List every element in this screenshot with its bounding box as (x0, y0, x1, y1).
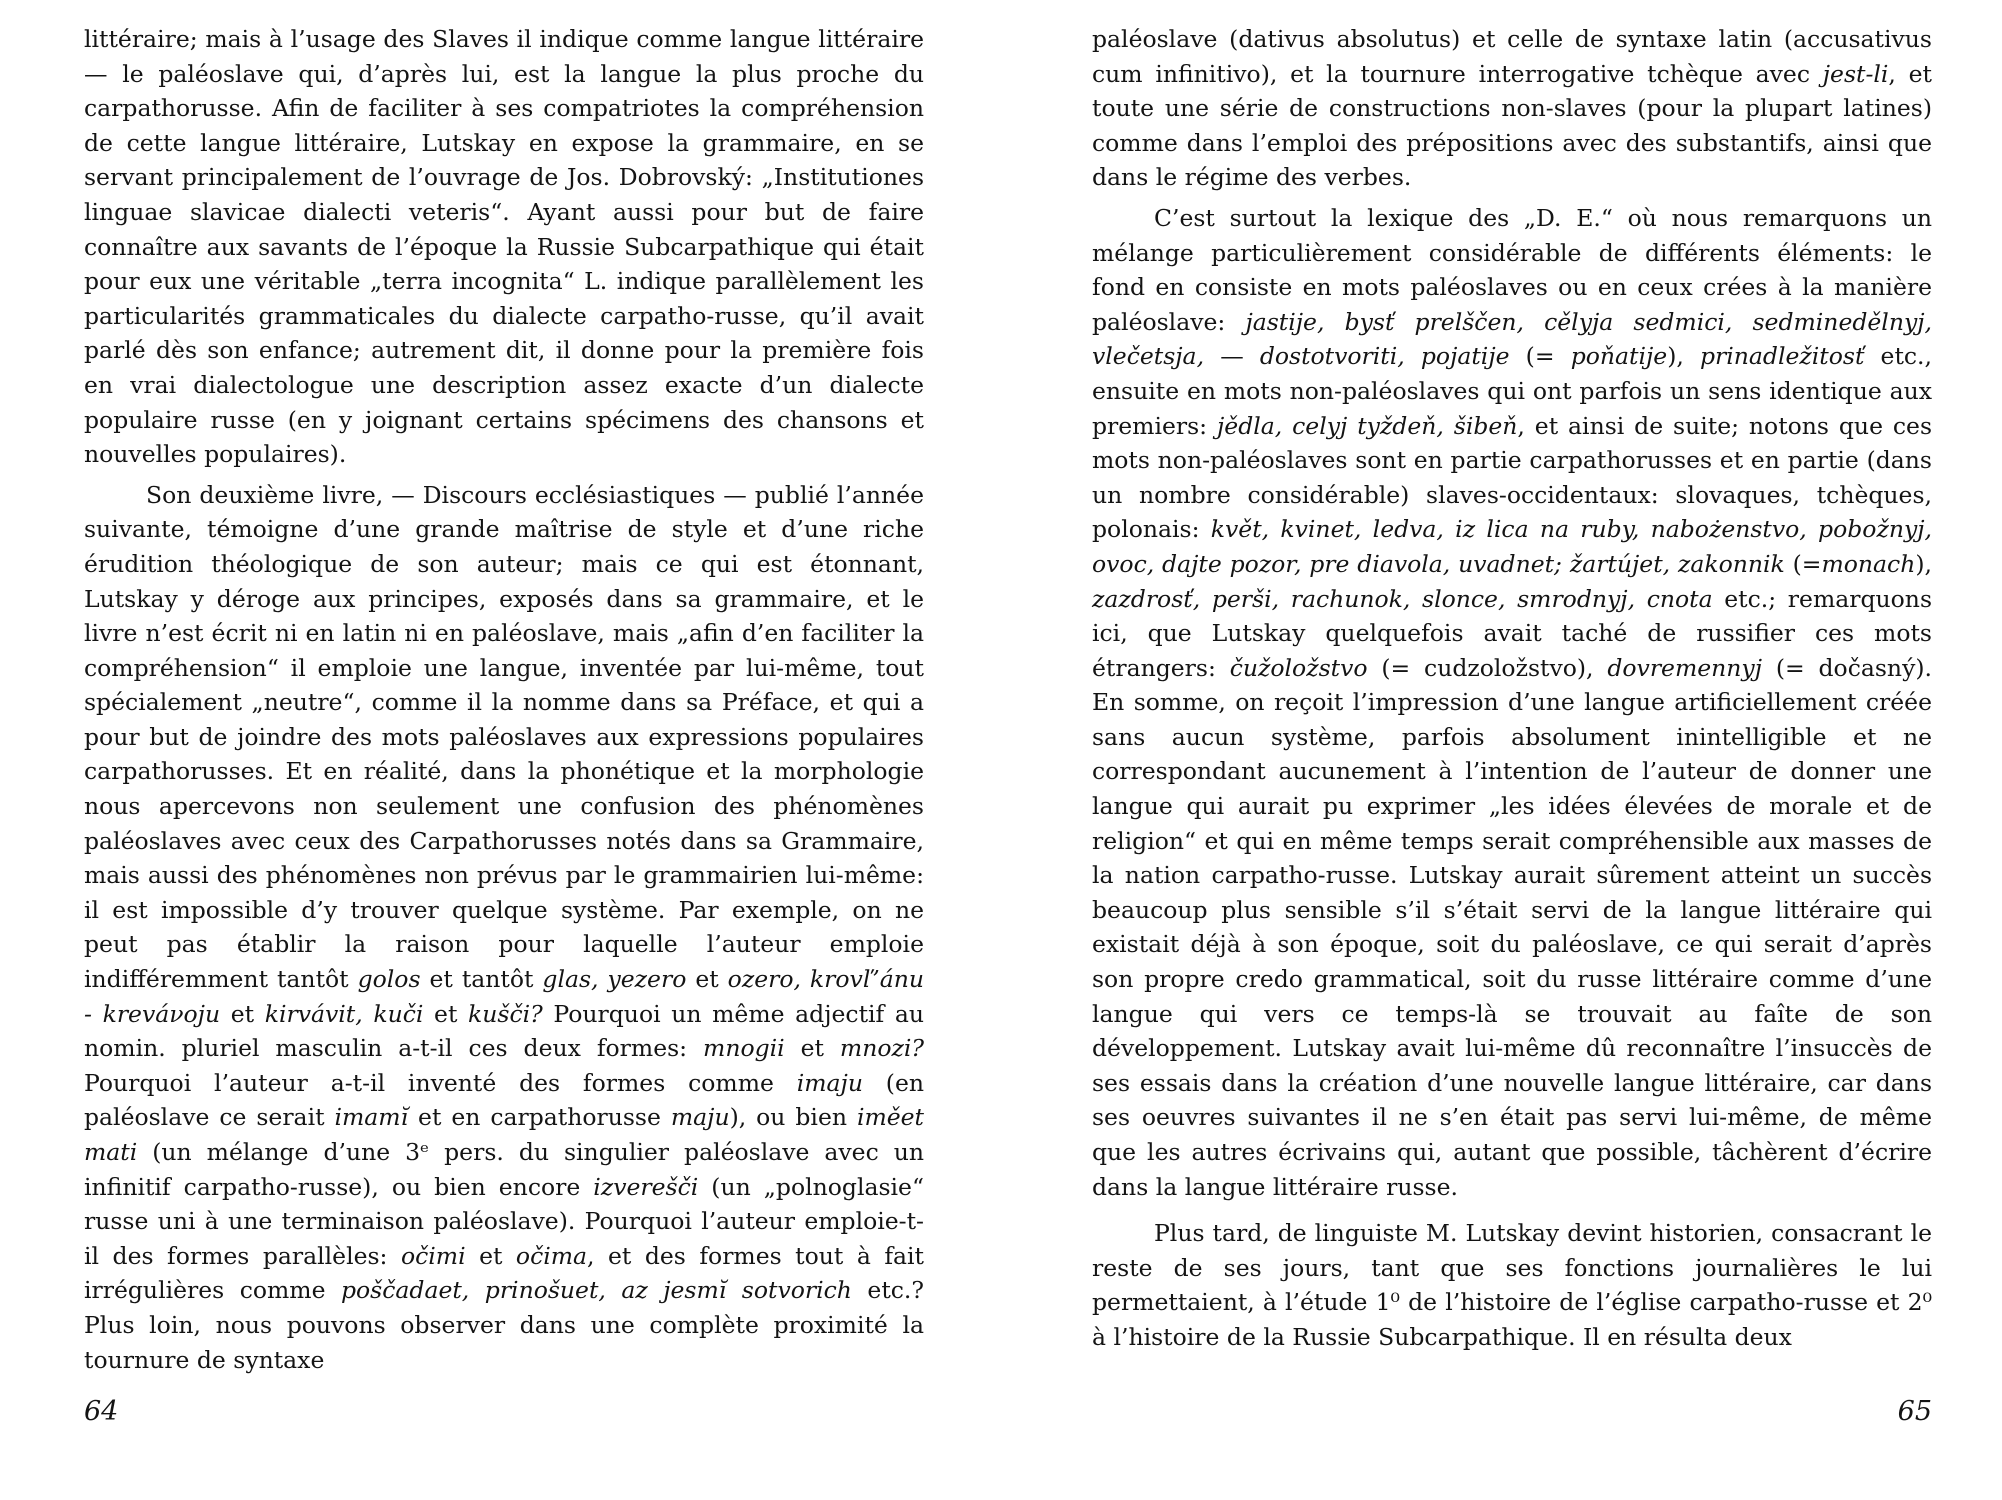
italic-text: dovremennyj (1607, 653, 1762, 682)
text-run: Son deuxième livre, — Discours ecclésiastiques — publié l’année suivante, témoigne d’une grande maîtrise de style et d’une riche érudition théologique de son auteur; mais ce qui est étonnant, Lutskay y déroge aux principes, exposés dans sa grammaire, et le livre n’est écrit ni en latin ni en paléoslave, mais „afin d’en faciliter la compréhension“ il emploie une langue, inventée par lui-même, tout spécialement „neutre“, comme il la nomme dans sa Préface, et qui a pour but de joindre des mots paléoslaves aux expressions populaires carpathorusses. Et en réalité, dans la phonétique et la morphologie nous apercevons non seulement une confusion des phénomènes paléoslaves avec ceux des Carpathorusses notés dans sa Grammaire, mais aussi des phénomènes non prévus par le grammairien lui-même: il est impossible d’y trouver quelque système. Par exemple, on ne peut pas établir la raison pour laquelle l’auteur emploie indifféremment tantôt (84, 480, 924, 994)
italic-text: poščadaet, prinošuet, az jesmĭ sotvorich (340, 1276, 852, 1305)
page-number: 64 (84, 1396, 119, 1427)
italic-text: monach (1821, 549, 1916, 578)
left-page (84, 22, 924, 1462)
text-run: (un „polnoglasie“ russe uni à une terminaison paléoslave). Pourquoi l’auteur emploie-t-il des formes parallèles: (84, 1172, 924, 1270)
text-run: et en carpathorusse (408, 1103, 671, 1132)
text-run: (en paléoslave ce serait (84, 1068, 924, 1132)
paragraph (84, 478, 924, 1377)
italic-text: čužoložstvo (1229, 653, 1368, 682)
text-run: et (423, 999, 469, 1028)
italic-text: golos (357, 965, 421, 994)
italic-text: jědla, celyj tyždeň, šibeň (1217, 411, 1518, 440)
italic-text: imaju (796, 1068, 863, 1097)
italic-text: jest-li (1822, 59, 1889, 88)
text-run: Plus tard, de linguiste M. Lutskay devint historien, consacrant le reste de ses jours, tant que ses fonctions journalières le lui permettaient, à l’étude 1⁰ de l’histoire de l’église carpatho-russe et 2⁰ à l’histoire de la Russie Subcarpathique. Il en résulta deux (1092, 1219, 1932, 1351)
text-run: C’est surtout la lexique des „D. E.“ où nous remarquons un mélange particulièrement considérable de différents éléments: le fond en consiste en mots paléoslaves ou en ceux crées à la manière paléoslave: (1092, 203, 1932, 336)
italic-text: očima (515, 1241, 588, 1270)
text-run: etc.? Plus loin, nous pouvons observer dans une complète proximité la tournure de syntaxe (84, 1276, 924, 1374)
text-run: littéraire; mais à l’usage des Slaves il indique comme langue littéraire — le paléoslave qui, d’après lui, est la langue la plus proche du carpathorusse. Afin de faciliter à ses compatriotes la compréhension de cette langue littéraire, Lutskay en expose la grammaire, en se servant principalement de l’ouvrage de Jos. Dobrovský: „Institutiones linguae slavicae dialecti veteris“. Ayant aussi pour but de faire connaître aux savants de l’époque la Russie Subcarpathique qui était pour eux une véritable „terra incognita“ L. indique parallèlement les particularités grammaticales du dialecte carpatho-russe, qu’il avait parlé dès son enfance; autrement dit, il donne pour la première fois en vrai dialectologue une description assez exacte d’un dialecte populaire russe (en y joignant certains spécimens des chansons et nouvelles populaires). (84, 25, 924, 469)
italic-text: kušči? (468, 999, 543, 1028)
text-run: et (784, 1034, 840, 1063)
italic-text: poňatije (1570, 342, 1668, 371)
right-page-text (1092, 22, 1932, 1355)
text-run: paléoslave (dativus absolutus) et celle de syntaxe latin (accusativus cum infinitivo), et la tournure interrogative tchèque avec (1092, 25, 1932, 88)
text-run: ), (1915, 549, 1932, 578)
italic-text: izverešči (593, 1172, 699, 1201)
italic-text: glas, yezero (542, 965, 687, 994)
text-run: et (220, 999, 265, 1028)
text-run: Pourquoi l’auteur a-t-il inventé des formes comme (84, 1068, 797, 1097)
right-page (1092, 22, 1932, 1462)
paragraph (1092, 1216, 1932, 1354)
italic-text: iměet mati (84, 1103, 924, 1166)
text-run: Pourquoi un même adjectif au nomin. pluriel masculin a-t-il ces deux formes: (84, 999, 924, 1063)
italic-text: ozero, krovľ’ánu - kreváνoju (84, 965, 924, 1028)
italic-text: dostotvoriti, pojatije (1259, 342, 1510, 371)
text-run: (un mélange d’une 3ᵉ pers. du singulier paléoslave avec un infinitif carpatho-russe), ou bien encore (84, 1138, 924, 1201)
paragraph (84, 22, 924, 472)
italic-text: mnozi? (839, 1034, 924, 1063)
italic-text: imamĭ (334, 1103, 409, 1132)
text-run: (= dočasný). En somme, on reçoit l’impression d’une langue artificiellement créée sans aucun système, parfois absolument inintelligible et ne correspondant aucunement à l’intention de l’auteur de donner une langue qui aurait pu exprimer „les idées élevées de morale et de religion“ et qui en même temps serait compréhensible aux masses de la nation carpatho-russe. Lutskay aurait sûrement atteint un succès beaucoup plus sensible s’il s’était servi de la langue littéraire qui existait déjà à son époque, soit du paléoslave, ce qui serait d’après son propre credo grammatical, soit du russe littéraire comme d’une langue qui vers ce temps-là se trouvait au faîte de son développement. Lutskay avait lui-même dû reconnaître l’insuccès de ses essais dans la création d’une nouvelle langue littéraire, car dans ses oeuvres suivantes il ne s’en était pas servi lui-même, de même que les autres écrivains qui, autant que possible, tâchèrent d’écrire dans la langue littéraire russe. (1092, 653, 1932, 1201)
text-run: ), (1667, 342, 1700, 371)
text-run: , et toute une série de constructions non-slaves (pour la plupart latines) comme dans l’emploi des prépositions avec des substantifs, ainsi que dans le régime des verbes. (1092, 59, 1932, 192)
italic-text: jastije, bysť prelščen, cělyja sedmici, sedminedělnyj, vlečetsja, (1092, 307, 1932, 371)
text-run: , et des formes tout à fait irrégulières comme (84, 1241, 924, 1305)
text-run: etc.; remarquons ici, que Lutskay quelquefois avait taché de russifier ces mots étrangers: (1092, 584, 1932, 682)
italic-text: mnogii (703, 1034, 785, 1063)
italic-text: prinadležitosť (1699, 342, 1865, 371)
text-run: — (1204, 342, 1260, 371)
text-run: ), ou bien (729, 1103, 857, 1132)
page-number: 65 (1897, 1396, 1932, 1427)
text-run: (= cudzoložstvo), (1367, 653, 1608, 682)
text-run: , et ainsi de suite; notons que ces mots non-paléoslaves sont en partie carpathorusses et en partie (dans un nombre considérable) slaves-occidentaux: slovaques, tchèques, polonais: (1092, 411, 1933, 544)
text-run: etc., ensuite en mots non-paléoslaves qui ont parfois un sens identique aux premiers: (1092, 342, 1932, 440)
italic-text: květ, kvinet, ledva, iz lica na ruby, nabożenstvo, pobožnyj, ovoc, dajte pozor, pre diavola, uvadnet; žartújet, zakonnik (1092, 515, 1932, 578)
text-run: (= (1509, 342, 1571, 371)
paragraph (1092, 22, 1932, 195)
text-run: (= (1784, 549, 1822, 578)
italic-text: zazdrosť, perši, rachunok, slonce, smrodnyj, cnota (1092, 584, 1713, 613)
left-page-text (84, 22, 924, 1377)
italic-text: maju (670, 1103, 730, 1132)
italic-text: kirvávit, kuči (264, 999, 424, 1028)
text-run: et (465, 1241, 516, 1270)
text-run: et (686, 965, 728, 994)
italic-text: očimi (400, 1241, 466, 1270)
paragraph (1092, 201, 1932, 1204)
text-run: et tantôt (420, 965, 543, 994)
